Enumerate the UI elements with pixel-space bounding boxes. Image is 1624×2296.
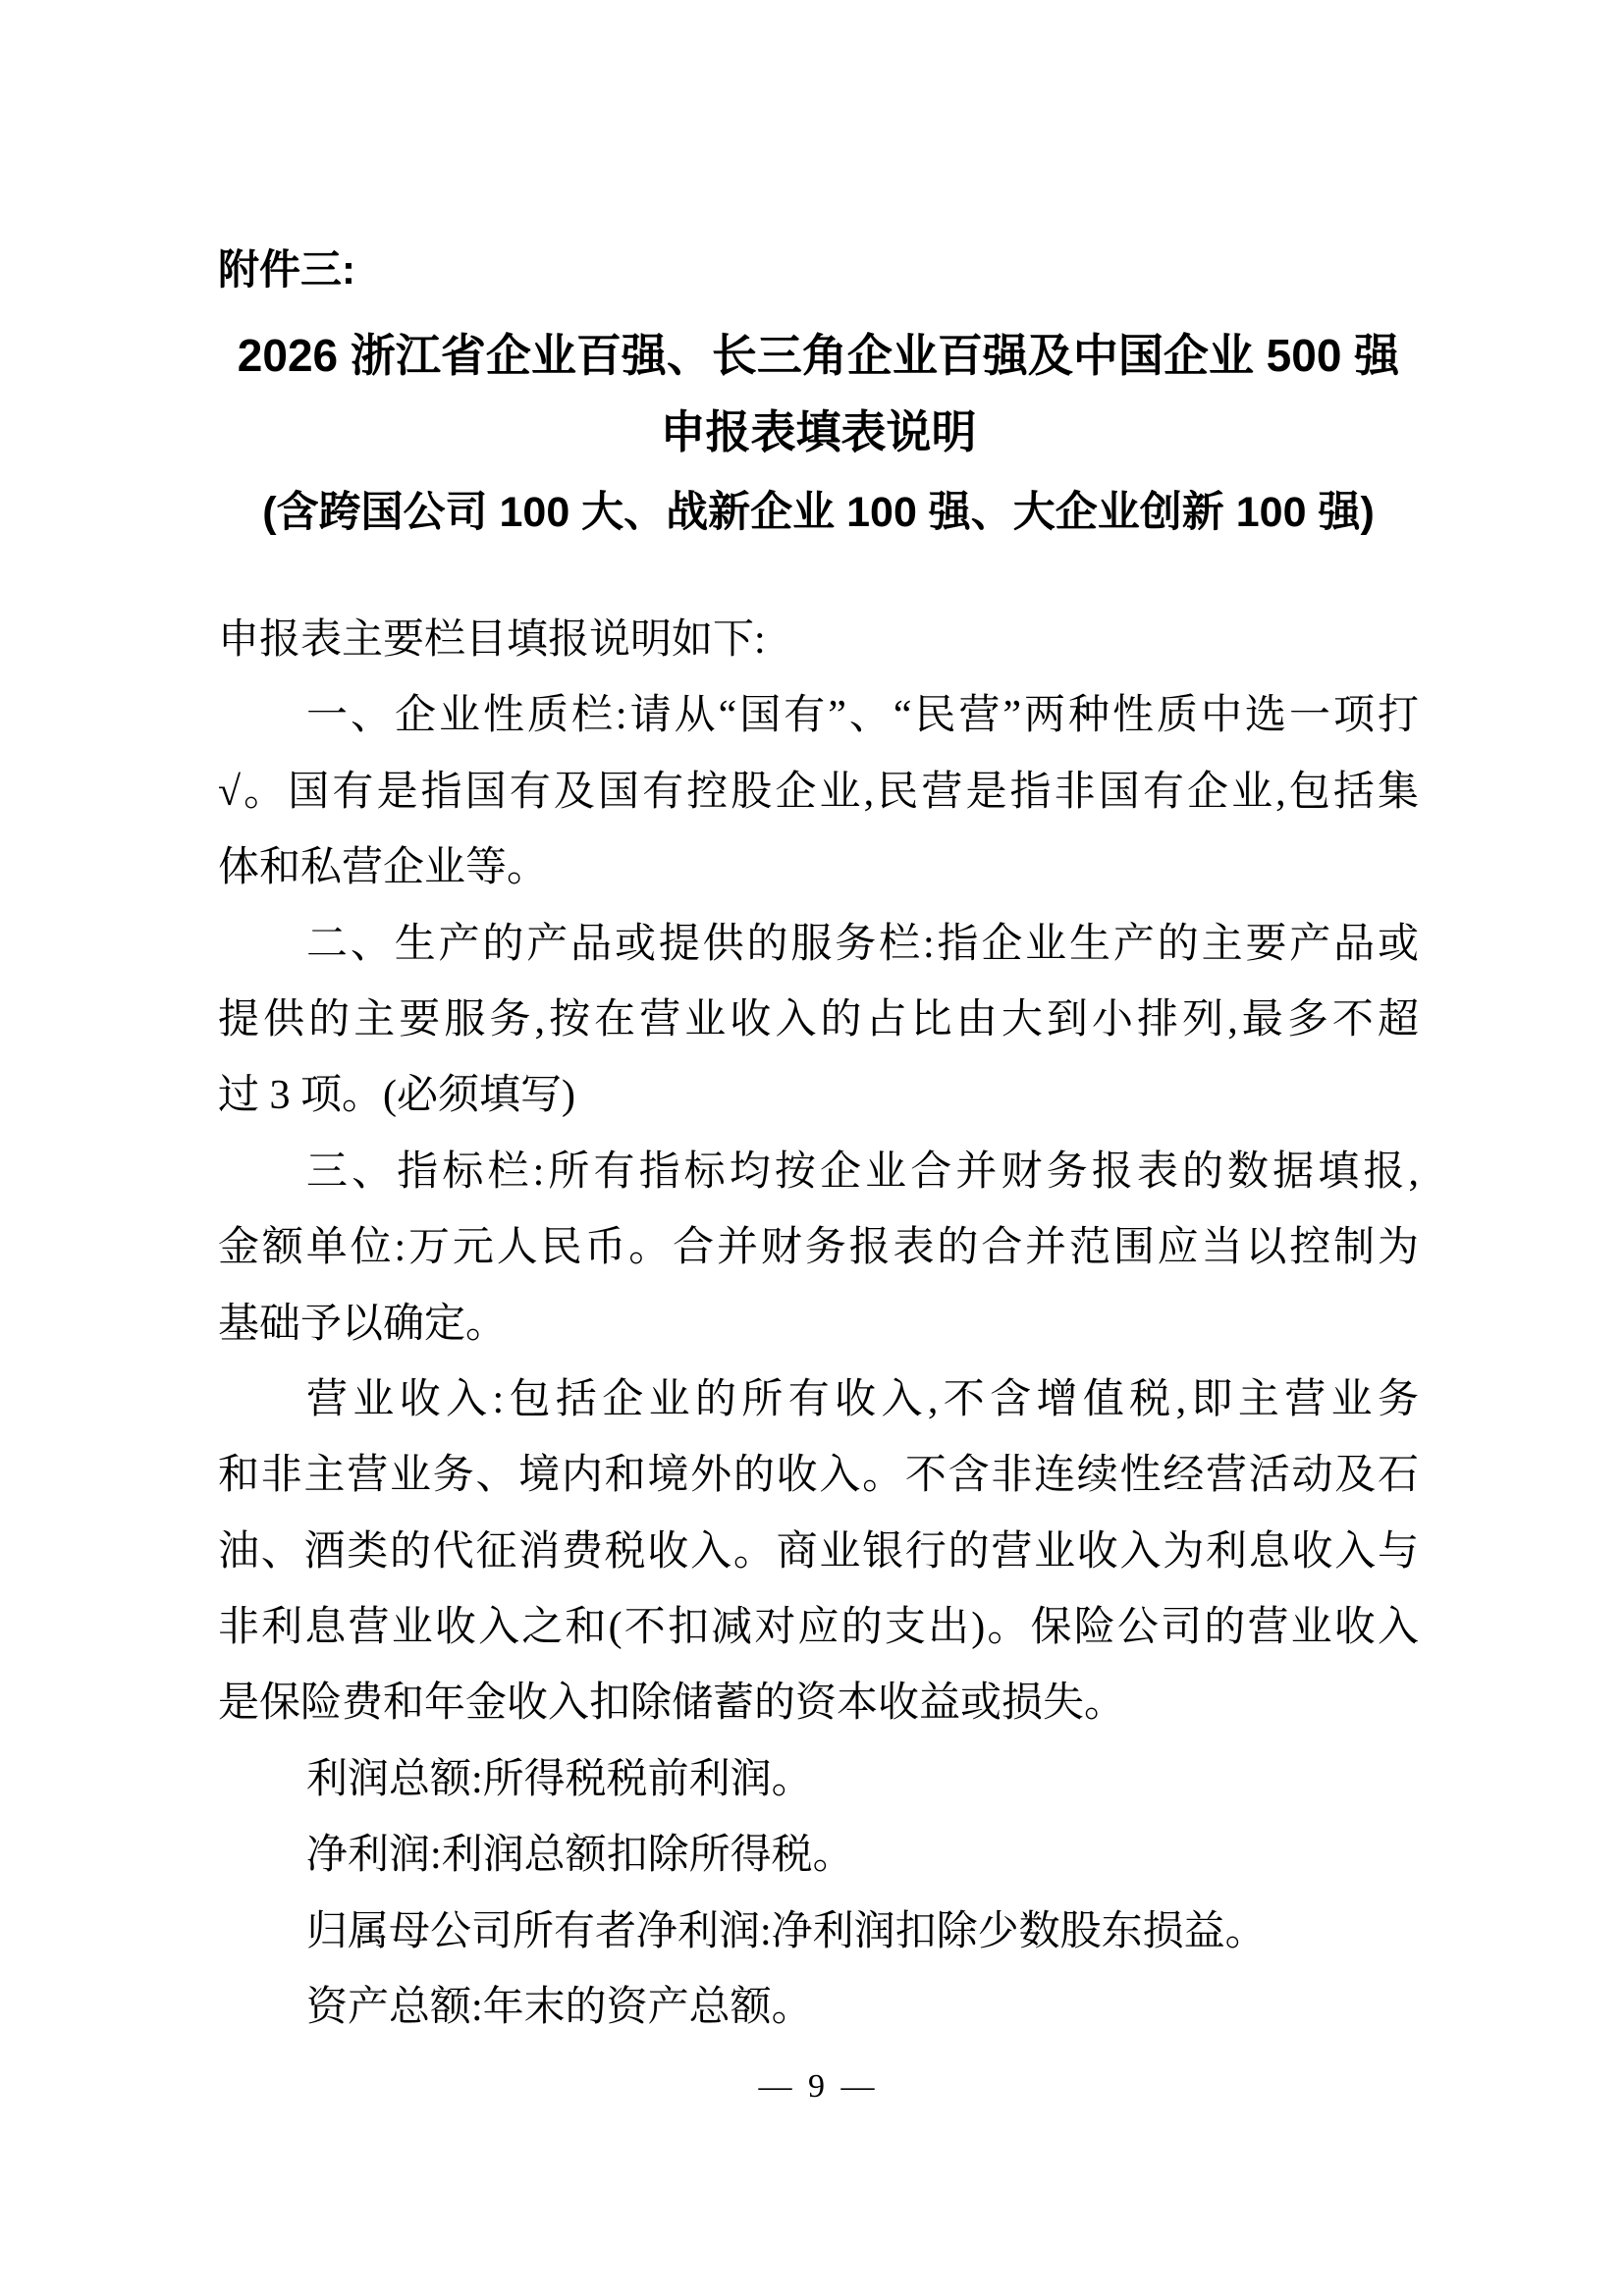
body-line: 体和私营企业等。	[218, 845, 549, 891]
document-subtitle: (含跨国公司 100 大、战新企业 100 强、大企业创新 100 强)	[262, 489, 1375, 536]
document-title-line2: 申报表填表说明	[660, 406, 977, 457]
body-line: 基础予以确定。	[218, 1301, 508, 1347]
body-line: 三、指标栏:所有指标均按企业合并财务报表的数据填报,	[306, 1148, 1419, 1195]
body-line: 金额单位:万元人民币。合并财务报表的合并范围应当以控制为	[218, 1225, 1419, 1271]
document-title-line1: 2026 浙江省企业百强、长三角企业百强及中国企业 500 强	[237, 330, 1400, 381]
body-line: 是保险费和年金收入扣除储蓄的资本收益或损失。	[218, 1681, 1126, 1727]
body-text-block	[218, 603, 1419, 2046]
body-line: 非利息营业收入之和(不扣减对应的支出)。保险公司的营业收入	[218, 1605, 1419, 1651]
body-line: 二、生产的产品或提供的服务栏:指企业生产的主要产品或	[306, 921, 1419, 967]
body-line: 一、企业性质栏:请从“国有”、“民营”两种性质中选一项打	[306, 693, 1419, 739]
body-line: 和非主营业务、境内和境外的收入。不含非连续性经营活动及石	[218, 1453, 1419, 1499]
body-line: 归属母公司所有者净利润:净利润扣除少数股东损益。	[306, 1908, 1267, 1954]
body-line: 提供的主要服务,按在营业收入的占比由大到小排列,最多不超	[218, 996, 1419, 1042]
body-line: 净利润:利润总额扣除所得税。	[306, 1833, 854, 1879]
attachment-label: 附件三:	[218, 246, 355, 293]
body-line: 过 3 项。(必须填写)	[218, 1073, 575, 1119]
body-line: 营业收入:包括企业的所有收入,不含增值税,即主营业务	[306, 1376, 1419, 1422]
body-line: 申报表主要栏目填报说明如下:	[218, 617, 766, 663]
body-line: √。国有是指国有及国有控股企业,民营是指非国有企业,包括集	[218, 769, 1419, 815]
body-line: 油、酒类的代征消费税收入。商业银行的营业收入为利息收入与	[218, 1528, 1419, 1575]
page-number: — 9 —	[758, 2068, 879, 2105]
body-line: 资产总额:年末的资产总额。	[306, 1985, 813, 2031]
body-line: 利润总额:所得税税前利润。	[306, 1756, 813, 1802]
